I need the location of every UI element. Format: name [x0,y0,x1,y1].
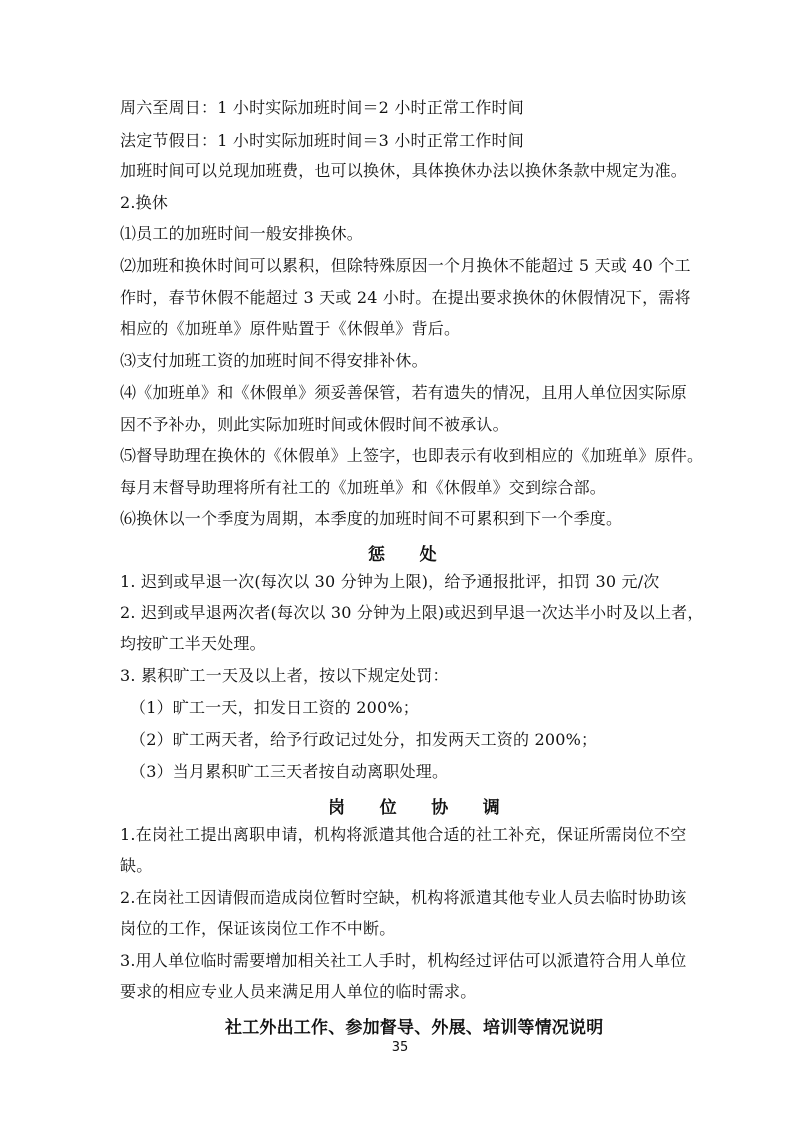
coordination-item-3-line-a: 3.用人单位临时需要增加相关社工人手时，机构经过评估可以派遣符合用人单位 [120,951,687,970]
overtime-holiday-line: 法定节假日：1 小时实际加班时间＝3 小时正常工作时间 [120,131,524,150]
leave-item-6: ⑹换休以一个季度为周期，本季度的加班时间不可累积到下一个季度。 [120,509,623,528]
punishment-item-3: 3. 累积旷工一天及以上者，按以下规定处罚： [120,666,449,685]
coordination-item-3-line-b: 要求的相应专业人员来满足用人单位的临时需求。 [120,982,477,1001]
page-number: 35 [391,1040,409,1055]
leave-item-3: ⑶支付加班工资的加班时间不得安排补休。 [120,351,428,370]
punishment-heading: 惩 处 [368,545,437,565]
leave-item-2-line-c: 相应的《加班单》原件贴置于《休假单》背后。 [120,319,461,338]
outing-section-heading: 社工外出工作、参加督导、外展、培训等情况说明 [225,1018,604,1038]
coordination-item-2-line-a: 2.在岗社工因请假而造成岗位暂时空缺，机构将派遣其他专业人员去临时协助该 [120,888,687,907]
coordination-item-1-line-a: 1.在岗社工提出离职申请，机构将派遣其他合适的社工补充，保证所需岗位不空 [120,825,687,844]
leave-item-5-line-b: 每月末督导助理将所有社工的《加班单》和《休假单》交到综合部。 [120,478,607,497]
overtime-pay-line: 加班时间可以兑现加班费，也可以换休，具体换休办法以换休条款中规定为准。 [120,161,688,180]
punishment-item-1: 1. 迟到或早退一次(每次以 30 分钟为上限)，给予通报批评，扣罚 30 元/次 [120,572,660,591]
leave-item-5-line-a: ⑸督导助理在换休的《休假单》上签字，也即表示有收到相应的《加班单》原件。 [120,446,704,465]
leave-section-title: 2.换休 [120,193,169,212]
leave-item-4-line-a: ⑷《加班单》和《休假单》须妥善保管，若有遗失的情况，且用人单位因实际原 [120,383,688,402]
leave-item-2-line-a: ⑵加班和换休时间可以累积，但除特殊原因一个月换休不能超过 5 天或 40 个工 [120,256,691,275]
punishment-sub-item-1: （1）旷工一天，扣发日工资的 200%； [130,698,420,717]
punishment-sub-item-3: （3）当月累积旷工三天者按自动离职处理。 [130,762,449,781]
punishment-item-2-line-b: 均按旷工半天处理。 [120,634,266,653]
leave-item-2-line-b: 作时，春节休假不能超过 3 天或 24 小时。在提出要求换休的休假情况下，需将 [120,288,691,307]
punishment-item-2-line-a: 2. 迟到或早退两次者(每次以 30 分钟为上限)或迟到早退一次达半小时及以上者， [120,603,704,622]
overtime-weekend-line: 周六至周日：1 小时实际加班时间＝2 小时正常工作时间 [120,98,524,117]
punishment-sub-item-2: （2）旷工两天者，给予行政记过处分，扣发两天工资的 200%； [130,730,598,749]
position-coordination-heading: 岗 位 协 调 [328,798,500,818]
leave-item-4-line-b: 因不予补办，则此实际加班时间或休假时间不被承认。 [120,415,509,434]
coordination-item-1-line-b: 缺。 [120,856,153,875]
leave-item-1: ⑴员工的加班时间一般安排换休。 [120,224,364,243]
coordination-item-2-line-b: 岗位的工作，保证该岗位工作不中断。 [120,919,396,938]
